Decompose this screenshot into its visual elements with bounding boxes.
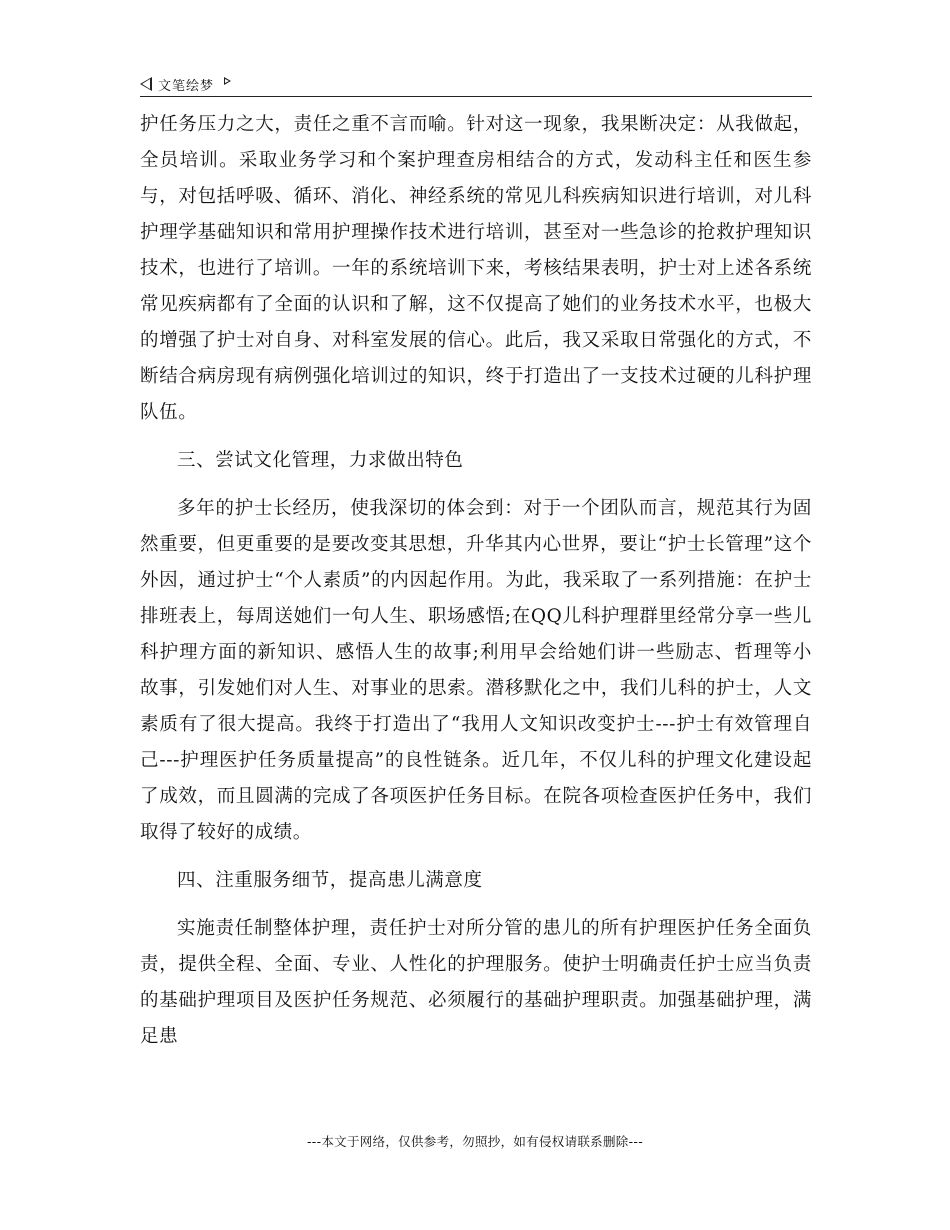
document-body <box>140 107 812 1055</box>
header-title: 文笔绘梦 <box>158 78 215 94</box>
section-heading-culture: 三、尝试文化管理，力求做出特色 <box>177 450 464 471</box>
paragraph-service: 实施责任制整体护理，责任护士对所分管的患儿的所有护理医护任务全面负责，提供全程、全面、专业、人性化的护理服务。使护士明确责任护士应当负责的基础护理项目及医护任务规范、必须履行的基础护理职责。加强基础护理，满足患 <box>140 918 812 1047</box>
section-heading-service: 四、注重服务细节，提高患儿满意度 <box>177 870 483 891</box>
left-triangle-icon <box>140 77 152 91</box>
page-footer: ---本文于网络，仅供参考，勿照抄，如有侵权请联系删除--- <box>306 1134 644 1149</box>
paragraph-training: 护任务压力之大，责任之重不言而喻。针对这一现象，我果断决定：从我做起，全员培训。采取业务学习和个案护理查房相结合的方式，发动科主任和医生参与，对包括呼吸、循环、消化、神经系统的常见儿科疾病知识进行培训，对儿科护理学基础知识和常用护理操作技术进行培训，甚至对一些急诊的抢救护理知识技术，也进行了培训。一年的系统培训下来，考核结果表明，护士对上述各系统常见疾病都有了全面的认识和了解，这不仅提高了她们的业务技术水平，也极大的增强了护士对自身、对科室发展的信心。此后，我又采取日常强化的方式，不断结合病房现有病例强化培训过的知识，终于打造出了一支技术过硬的儿科护理队伍。 <box>140 114 812 423</box>
paragraph-culture: 多年的护士长经历，使我深切的体会到：对于一个团队而言，规范其行为固然重要，但更重要的是要改变其思想，升华其内心世界，要让“护士长管理”这个外因，通过护士“个人素质”的内因起作用。为此，我采取了一系列措施：在护士排班表上，每周送她们一句人生、职场感悟;在QQ儿科护理群里经常分享一些儿科护理方面的新知识、感悟人生的故事;利用早会给她们讲一些励志、哲理等小故事，引发她们对人生、对事业的思索。潜移默化之中，我们儿科的护士，人文素质有了很大提高。我终于打造出了“我用人文知识改变护士---护士有效管理自己---护理医护任务质量提高”的良性链条。近几年，不仅儿科的护理文化建设起了成效，而且圆满的完成了各项医护任务目标。在院各项检查医护任务中，我们取得了较好的成绩。 <box>140 498 812 843</box>
right-triangle-icon <box>224 77 231 85</box>
page-header <box>140 72 812 97</box>
